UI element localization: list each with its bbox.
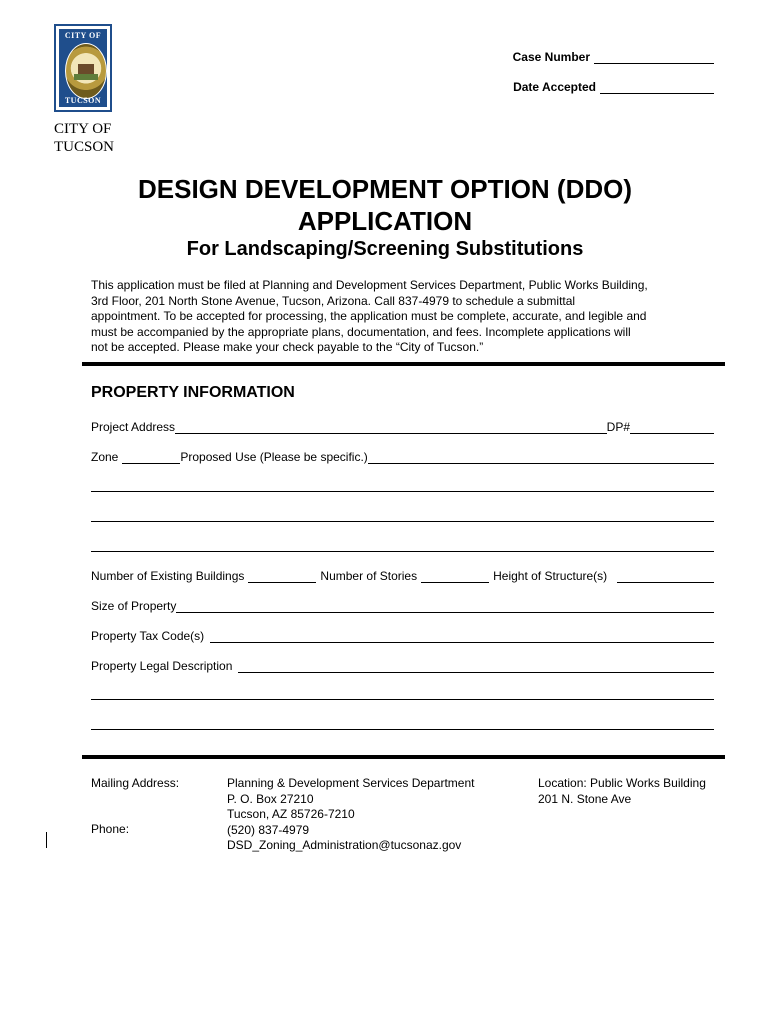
proposed-use-line[interactable] <box>91 491 714 492</box>
tax-code-row <box>91 627 714 643</box>
page-title-line2: APPLICATION <box>297 206 473 236</box>
phone-label: Phone: <box>91 822 130 836</box>
case-number-label: Case Number <box>512 50 590 64</box>
proposed-use-line[interactable] <box>91 521 714 522</box>
intro-line: not be accepted. Please make your check payable to the “City of Tucson.” <box>91 340 484 354</box>
legal-description-label: Property Legal Description <box>91 659 233 673</box>
size-label: Size of Property <box>91 599 177 613</box>
height-input[interactable] <box>617 569 714 583</box>
proposed-use-label: Proposed Use (Please be specific.) <box>180 450 368 464</box>
building-stats-row <box>91 567 714 583</box>
existing-buildings-input[interactable] <box>248 569 316 583</box>
project-address-row <box>91 418 714 434</box>
logo-bottom-text: TUCSON <box>64 96 102 105</box>
page-title-line1: DESIGN DEVELOPMENT OPTION (DDO) <box>137 174 633 204</box>
city-zip: Tucson, AZ 85726-7210 <box>227 807 355 821</box>
section-divider <box>82 362 725 366</box>
existing-buildings-label: Number of Existing Buildings <box>91 569 245 583</box>
dp-label: DP# <box>606 420 630 434</box>
date-accepted-line[interactable] <box>600 81 714 94</box>
dp-input[interactable] <box>630 420 714 434</box>
logo-top-text: CITY OF <box>64 31 102 40</box>
zone-label: Zone <box>91 450 119 464</box>
property-info-heading: PROPERTY INFORMATION <box>91 384 295 401</box>
size-input[interactable] <box>176 599 714 613</box>
zone-row <box>91 448 714 464</box>
tax-code-input[interactable] <box>210 629 714 643</box>
proposed-use-input[interactable] <box>368 450 714 464</box>
phone-number: (520) 837-4979 <box>227 822 310 837</box>
stories-label: Number of Stories <box>320 569 418 583</box>
legal-description-row <box>91 657 714 673</box>
date-accepted-field[interactable] <box>513 80 714 94</box>
po-box: P. O. Box 27210 <box>227 791 314 806</box>
location-building: Location: Public Works Building <box>538 776 706 790</box>
mailing-address-label: Mailing Address: <box>91 776 180 790</box>
project-address-input[interactable] <box>175 420 607 434</box>
city-name-line2: TUCSON <box>54 139 115 155</box>
case-number-line[interactable] <box>594 51 714 64</box>
intro-line: appointment. To be accepted for processing, the application must be complete, accurate, and legible and <box>91 309 647 323</box>
case-number-field[interactable] <box>513 50 714 64</box>
mailing-address-block <box>227 776 474 854</box>
city-name <box>54 120 114 156</box>
section-divider <box>82 755 725 759</box>
legal-description-line[interactable] <box>91 729 714 730</box>
tax-code-label: Property Tax Code(s) <box>91 629 205 643</box>
location-block <box>538 776 706 807</box>
zone-input[interactable] <box>122 450 180 464</box>
legal-description-input[interactable] <box>238 659 714 673</box>
proposed-use-line[interactable] <box>91 551 714 552</box>
intro-line: must be accompanied by the appropriate plans, documentation, and fees. Incomplete applications will <box>91 324 631 339</box>
date-accepted-label: Date Accepted <box>513 80 596 94</box>
email-address: DSD_Zoning_Administration@tucsonaz.gov <box>227 838 462 852</box>
size-row <box>91 597 714 613</box>
city-name-line1: CITY OF <box>54 121 112 137</box>
project-address-label: Project Address <box>91 420 176 434</box>
height-label: Height of Structure(s) <box>493 569 608 583</box>
legal-description-line[interactable] <box>91 699 714 700</box>
city-seal-logo <box>54 24 112 112</box>
stories-input[interactable] <box>421 569 489 583</box>
page-subtitle: For Landscaping/Screening Substitutions <box>186 238 584 260</box>
intro-paragraph <box>91 278 691 356</box>
seal-icon <box>65 43 107 99</box>
location-street: 201 N. Stone Ave <box>538 791 632 806</box>
text-cursor <box>46 832 47 848</box>
dept-name: Planning & Development Services Department <box>227 776 475 790</box>
intro-line: This application must be filed at Planning and Development Services Department, Public Works Building, <box>91 278 648 292</box>
intro-line: 3rd Floor, 201 North Stone Avenue, Tucson, Arizona. Call 837-4979 to schedule a submittal <box>91 293 576 308</box>
